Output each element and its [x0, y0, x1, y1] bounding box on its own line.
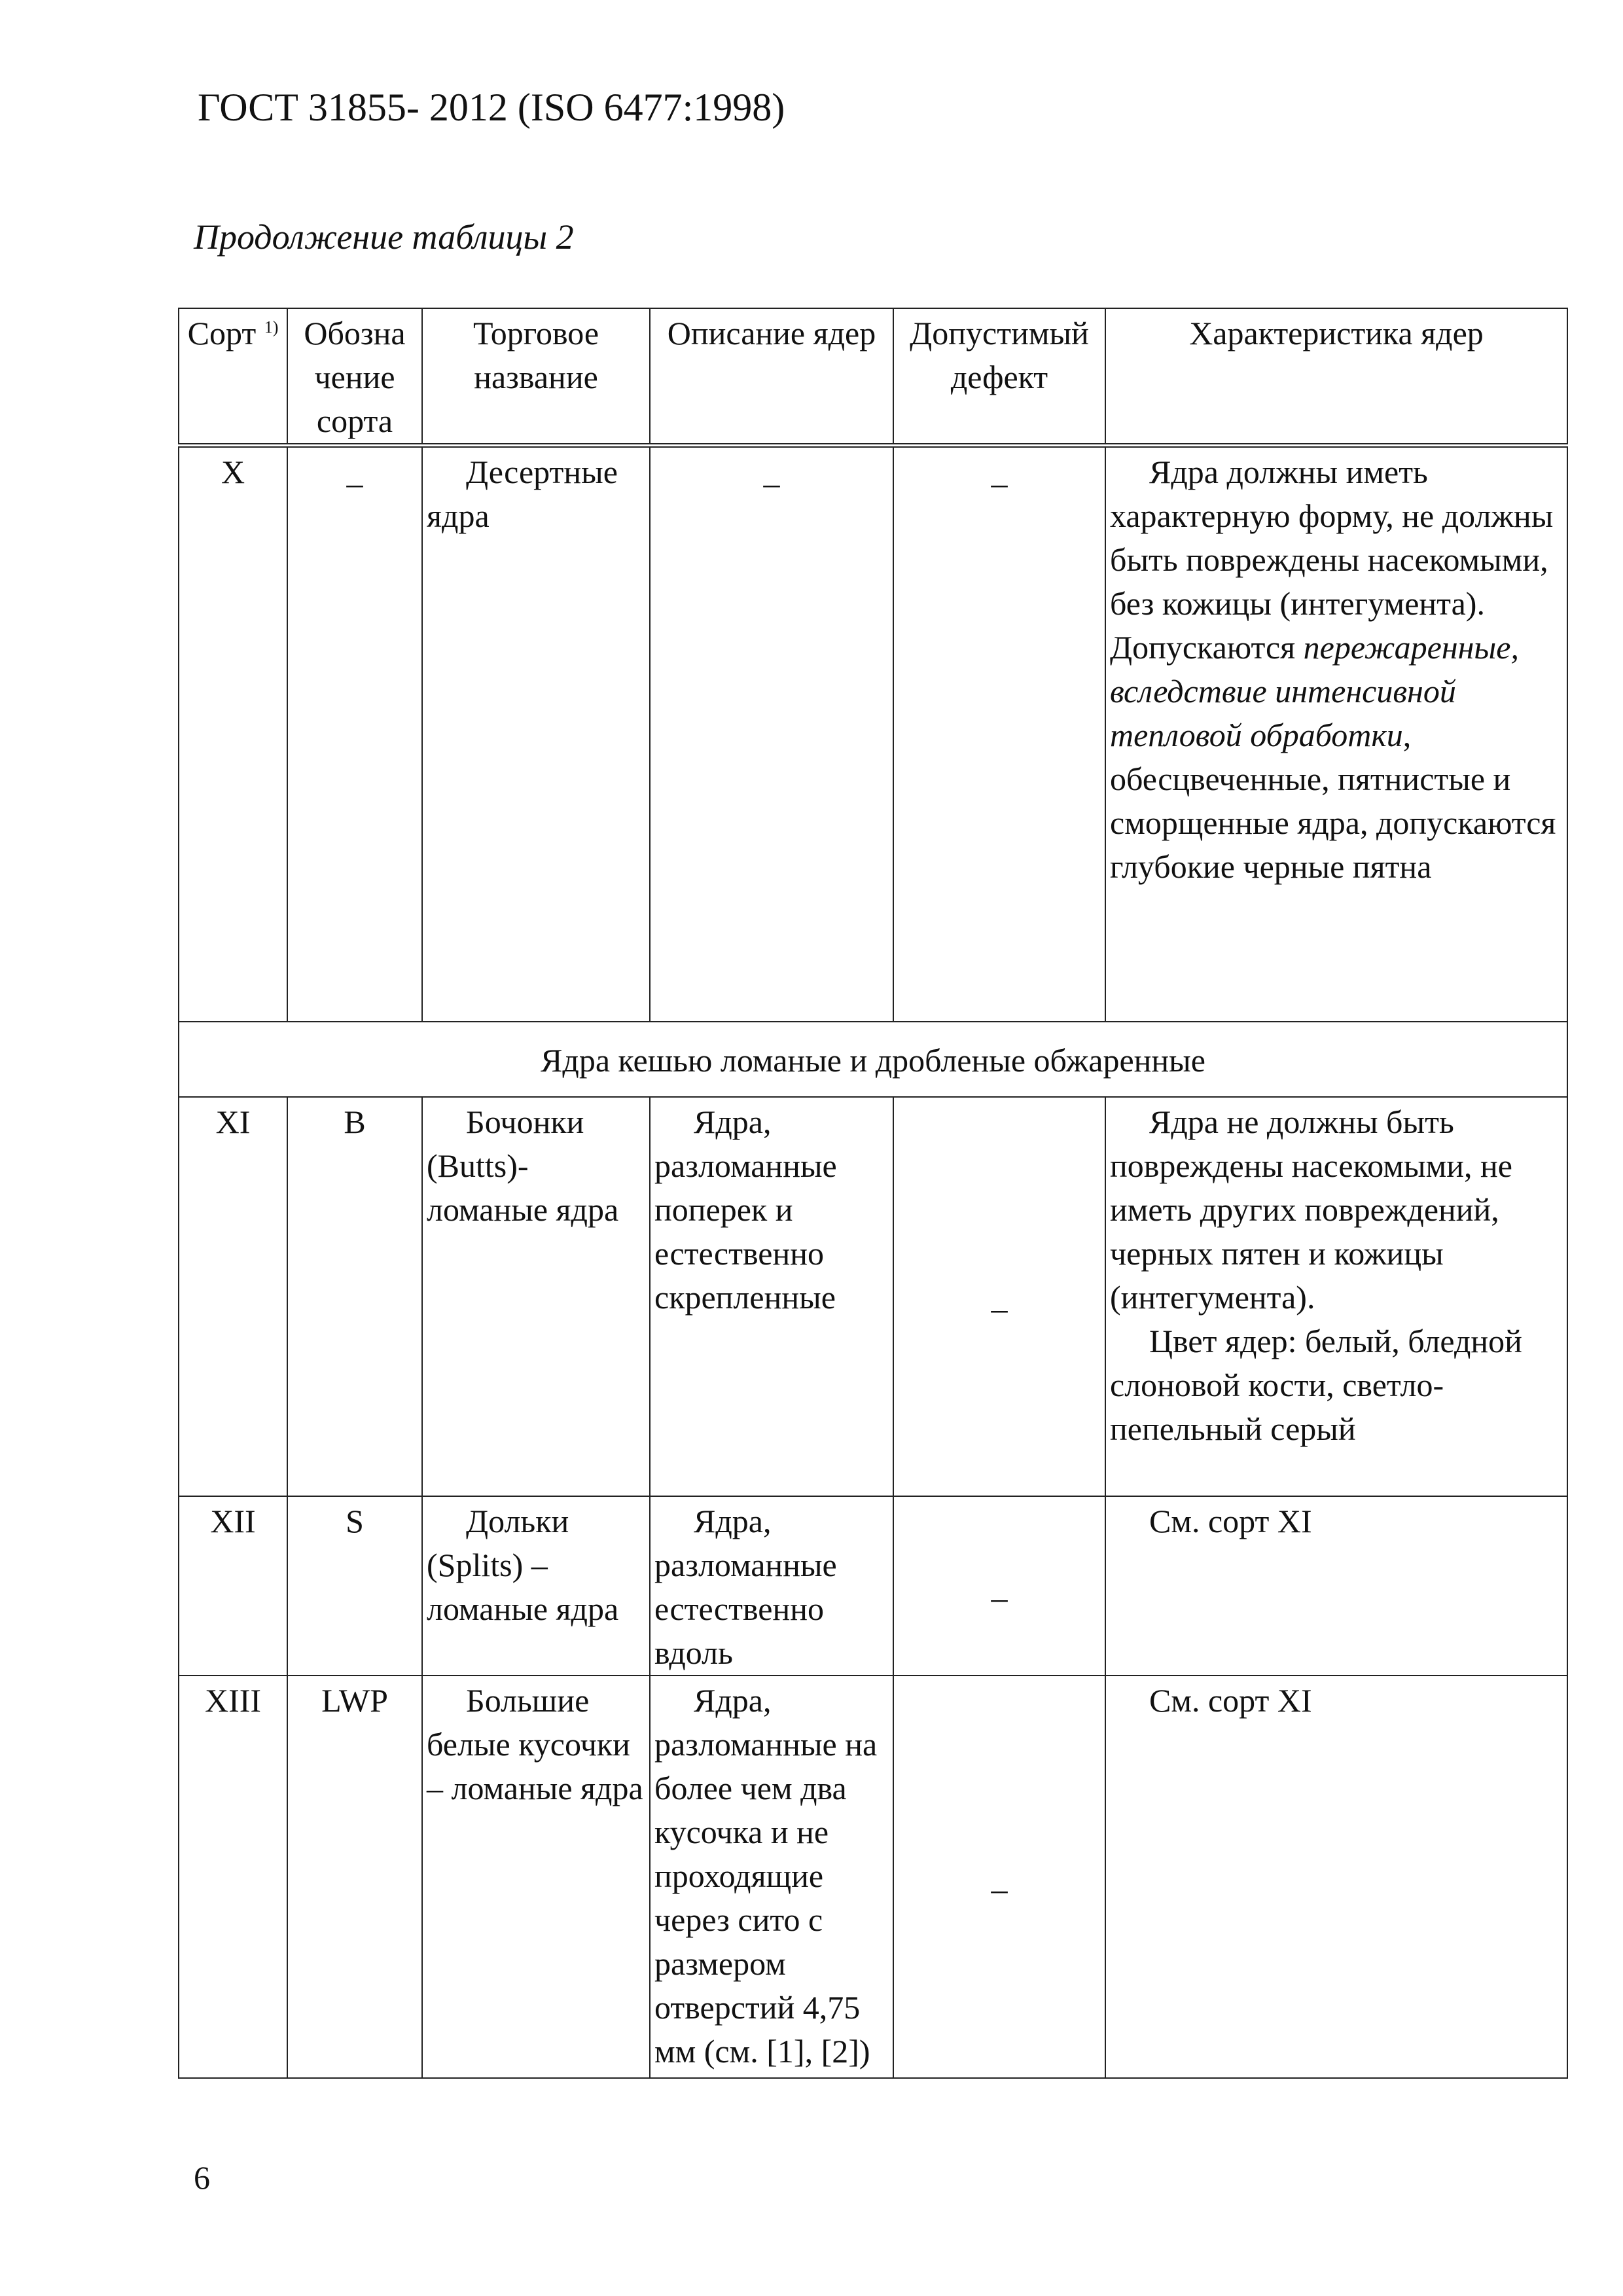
grades-table [178, 308, 1568, 2079]
header-trade-name: Торговое название [422, 308, 650, 446]
table-row-x [179, 446, 1567, 1022]
cell-trade-name: Дольки (Splits) – ломаные ядра [422, 1496, 650, 1676]
table-caption: Продолжение таблицы 2 [194, 217, 574, 257]
cell-defect: _ [893, 1676, 1105, 2078]
table-header-row [179, 308, 1567, 446]
table-row-xii [179, 1496, 1567, 1676]
cell-sort: X [179, 446, 287, 1022]
cell-description: _ [650, 446, 893, 1022]
section-title: Ядра кешью ломаные и дробленые обжаренные [179, 1022, 1567, 1097]
cell-trade-name: Большие белые кусочки – ломаные ядра [422, 1676, 650, 2078]
cell-defect: _ [893, 446, 1105, 1022]
section-row [179, 1022, 1567, 1097]
header-sort: Сорт $^{1)}$ [179, 308, 287, 446]
cell-sort: XII [179, 1496, 287, 1676]
table-row-xi [179, 1097, 1567, 1496]
cell-characteristics [1105, 1097, 1567, 1496]
cell-designation: _ [287, 446, 422, 1022]
char-text: Ядра не должны быть повреждены насекомыми, не иметь других повреждений, черных пятен и кожицы (интегумента). [1110, 1103, 1512, 1316]
header-description: Описание ядер [650, 308, 893, 446]
footnote-marker: 1) [264, 317, 279, 337]
cell-trade-name: Десертные ядра [422, 446, 650, 1022]
cell-description: Ядра, разломанные поперек и естественно скрепленные [650, 1097, 893, 1496]
page-number: 6 [194, 2159, 210, 2196]
cell-characteristics: См. сорт XI [1105, 1496, 1567, 1676]
cell-designation: S [287, 1496, 422, 1676]
char-italic-text: пережаренные, вследствие интенсивной тепловой обработки [1110, 629, 1519, 753]
cell-description: Ядра, разломанные на более чем два кусочка и не проходящие через сито с размером отверстий 4,75 мм (см. [1], [2]) [650, 1676, 893, 2078]
cell-characteristics [1105, 446, 1567, 1022]
header-characteristics: Характеристика ядер [1105, 308, 1567, 446]
char-text-cont: , обесцвеченные, пятнистые и сморщенные ядра, допускаются глубокие черные пятна [1110, 717, 1556, 885]
cell-characteristics: См. сорт XI [1105, 1676, 1567, 2078]
header-defect: Допустимый дефект [893, 308, 1105, 446]
cell-sort: XIII [179, 1676, 287, 2078]
cell-description: Ядра, разломанные естественно вдоль [650, 1496, 893, 1676]
document-header: ГОСТ 31855- 2012 (ISO 6477:1998) [198, 86, 785, 129]
cell-trade-name: Бочонки (Butts)- ломаные ядра [422, 1097, 650, 1496]
cell-defect: _ [893, 1097, 1105, 1496]
table-row-xiii [179, 1676, 1567, 2078]
char-color-text: Цвет ядер: белый, бледной слоновой кости, светло-пепельный серый [1110, 1322, 1522, 1447]
cell-sort: XI [179, 1097, 287, 1496]
char-text: Ядра должны иметь характерную форму, не должны быть повреждены насекомыми, без кожицы (интегумента). Допускаются [1110, 454, 1554, 666]
cell-designation: LWP [287, 1676, 422, 2078]
cell-designation: B [287, 1097, 422, 1496]
cell-defect: _ [893, 1496, 1105, 1676]
header-designation: Обозна чение сорта [287, 308, 422, 446]
